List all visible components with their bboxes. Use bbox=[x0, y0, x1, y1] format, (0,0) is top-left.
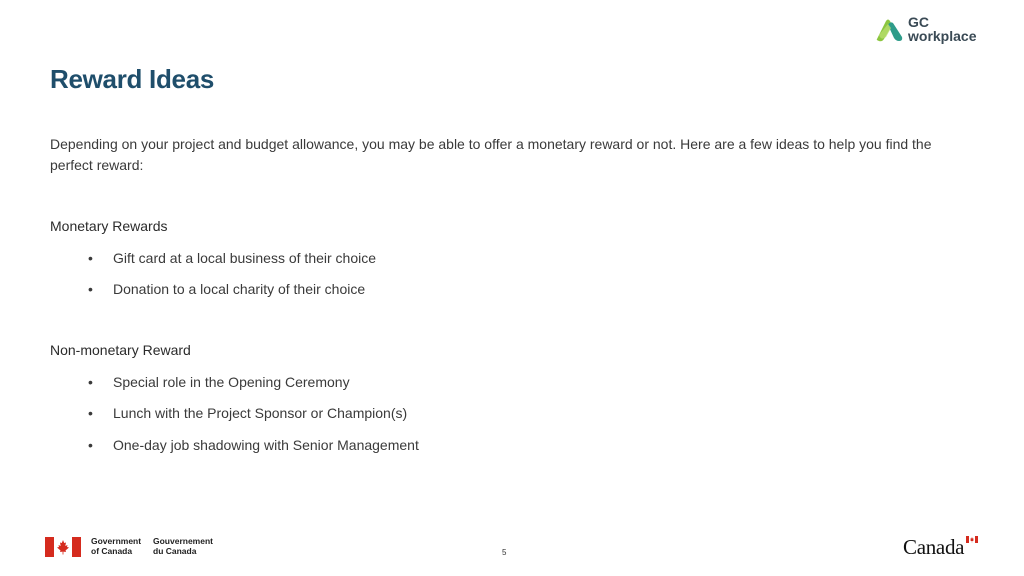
bullet-icon: • bbox=[88, 250, 93, 266]
mini-flag-icon bbox=[966, 536, 978, 543]
canada-flag-icon bbox=[45, 537, 81, 557]
bullet-icon: • bbox=[88, 405, 93, 421]
list-item-text: Donation to a local charity of their choice bbox=[113, 281, 366, 297]
canada-wordmark bbox=[903, 535, 964, 560]
gov-fr-line-1: Gouvernement bbox=[153, 536, 213, 546]
logo-line-2: workplace bbox=[908, 28, 977, 44]
section-heading-non-monetary: Non-monetary Reward bbox=[50, 342, 191, 358]
gc-workplace-logo bbox=[874, 15, 984, 47]
gov-en-line-2: of Canada bbox=[91, 546, 133, 556]
list-item-text: Gift card at a local business of their choice bbox=[113, 250, 377, 266]
bullet-icon: • bbox=[88, 281, 93, 297]
gov-en-line-1: Government bbox=[91, 536, 142, 546]
list-item-text: Lunch with the Project Sponsor or Champion(s) bbox=[113, 405, 408, 421]
bullet-icon: • bbox=[88, 374, 93, 390]
gov-fr bbox=[153, 536, 213, 556]
bullet-icon: • bbox=[88, 437, 93, 453]
list-item-text: Special role in the Opening Ceremony bbox=[113, 374, 350, 390]
section-heading-monetary: Monetary Rewards bbox=[50, 218, 168, 234]
list-item-text: One-day job shadowing with Senior Management bbox=[113, 437, 419, 453]
canada-wordmark-text: Canada bbox=[903, 535, 965, 559]
gov-en bbox=[91, 536, 141, 556]
logo-line-1: GC bbox=[908, 14, 929, 30]
gc-workplace-logo-icon bbox=[874, 15, 906, 43]
page-title: Reward Ideas bbox=[50, 64, 215, 94]
intro-paragraph: Depending on your project and budget allowance, you may be able to offer a monetary reward or not. Here are a few ideas to help you find the perfect reward: bbox=[50, 136, 932, 173]
gov-fr-line-2: du Canada bbox=[153, 546, 197, 556]
government-of-canada-signature bbox=[45, 536, 245, 560]
page-number: 5 bbox=[502, 548, 507, 557]
